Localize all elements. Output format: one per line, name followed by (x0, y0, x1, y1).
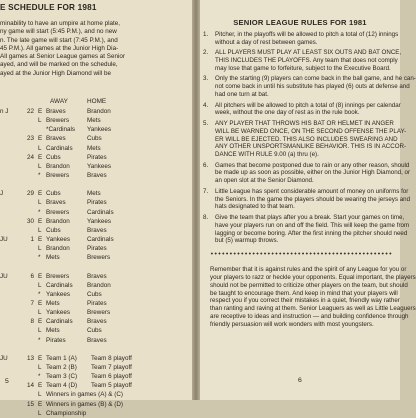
rule-text-line: Pitcher, in the playoffs will be allowed to pitch a total of (12) innings (215, 31, 399, 38)
schedule-row (0, 208, 192, 217)
rule-text-line: had one turn at bat. (215, 91, 269, 99)
rule-item (203, 187, 411, 212)
schedule-game-slot: E (38, 153, 43, 161)
schedule-away-team: Mets (46, 327, 60, 335)
schedule-home-team: Braves (87, 318, 107, 326)
schedule-game-slot: * (38, 171, 41, 179)
schedule-game-slot: L (38, 199, 42, 207)
rule-text-line: not come back in until his substitute has played (6) outs at defense and (215, 83, 410, 91)
schedule-intro (0, 20, 192, 78)
schedule-home-team: Cubs (87, 290, 102, 298)
schedule-table (0, 107, 192, 418)
schedule-game-slot: L (38, 327, 42, 335)
playoff-team: Championship (46, 409, 87, 417)
schedule-row (0, 272, 192, 281)
schedule-away-team: Braves (46, 135, 66, 143)
schedule-game-slot: * (38, 336, 41, 344)
rule-number: 3. (203, 75, 209, 83)
rule-text-line: be made up as soon as possible, either on the Junior High Diamond, or (215, 169, 411, 177)
schedule-away-team: Yankees (46, 290, 71, 298)
schedule-home-team: Braves (87, 171, 107, 179)
schedule-month: n J (0, 108, 9, 115)
rule-text-line: ER WILL BE EJECTED. THIS ALSO INCLUDES SWEARING AND (215, 135, 398, 143)
rule-text-line: have your players run on and off the field. This will keep the game from (215, 221, 410, 229)
playoff-game-slot: L (38, 363, 42, 371)
schedule-home-team: Cardinals (87, 235, 114, 243)
schedule-day: 1 (30, 235, 34, 243)
schedule-home-team: Mets (87, 117, 101, 125)
schedule-game-slot: * (38, 254, 41, 262)
page-number-right: 6 (298, 377, 302, 384)
right-page (200, 0, 416, 400)
rules-list (203, 31, 416, 248)
playoff-result: Team 7 playoff (91, 363, 132, 371)
schedule-month: J (0, 190, 4, 198)
schedule-away-team: Cardinals (46, 281, 73, 289)
playoff-result: Team 6 playoff (91, 373, 132, 381)
schedule-game-slot: L (38, 245, 42, 253)
page-number-left: 5 (5, 378, 9, 385)
schedule-game-slot: E (38, 217, 43, 225)
schedule-row (0, 308, 192, 317)
book-gutter (192, 0, 200, 400)
schedule-home-team: Pirates (87, 153, 107, 161)
rule-text-line: THIS INCLUDES THE PLAYOFFS. Any team that does not comply (215, 57, 398, 65)
rule-text-line: week, without the one day of rest as in the rule book. (215, 109, 360, 117)
schedule-home-team: Braves (87, 226, 107, 234)
schedule-game-slot: L (38, 309, 42, 317)
schedule-game-slot: E (38, 272, 43, 280)
schedule-row (0, 107, 192, 116)
playoff-team: Winners in games (B) & (D) (46, 400, 123, 408)
schedule-away-team: Brewers (46, 171, 70, 179)
schedule-home-team: Pirates (87, 199, 107, 207)
playoff-game-slot: * (38, 373, 41, 381)
rule-text-line: Only the starting (9) players can come back in the ball game, and he can- (215, 75, 416, 83)
closing-paragraph (210, 266, 416, 329)
schedule-away-team: Pirates (46, 336, 66, 344)
playoff-game-slot: L (38, 391, 42, 399)
schedule-row (0, 262, 192, 271)
rule-text-line: WILL BE WARNED ONCE, ON THE SECOND OFFENSE THE PLAY- (215, 127, 407, 135)
schedule-away-team: Brandon (46, 245, 70, 253)
schedule-game-slot: E (38, 135, 43, 143)
closing-line: respect you if you correct their mistakes in a quiet, friendly way rather (210, 297, 400, 305)
intro-line: 45 P.M.). All games at the Junior High Dia- (0, 44, 119, 52)
closing-line: are receptive to ideas and instruction — and building confidence through (210, 313, 409, 321)
playoff-team: Team 2 (B) (46, 363, 77, 371)
rule-number: 2. (203, 49, 209, 57)
intro-line: ayed, and will be marked on the schedule, (0, 61, 118, 69)
rule-text-line: hats designated to that team. (215, 203, 295, 211)
schedule-home-team: Pirates (87, 245, 107, 253)
schedule-game-slot: * (38, 208, 41, 216)
rule-number: 1. (203, 31, 209, 38)
schedule-home-team: Brandon (87, 108, 111, 115)
schedule-month: JU (0, 272, 8, 280)
rule-item (203, 49, 402, 73)
playoff-row (0, 363, 192, 372)
rule-text-line: Games that become postponed due to rain or any other reason, should (215, 161, 410, 169)
schedule-away-team: Cubs (46, 153, 61, 161)
schedule-home-team: Brandon (87, 281, 111, 289)
schedule-away-team: Brandon (46, 217, 70, 225)
schedule-row (0, 317, 192, 326)
playoff-day: 13 (26, 354, 34, 362)
closing-line: than ranting and raving at them. Senior Leaguers as well as Little Leaguers (210, 305, 416, 313)
schedule-row (0, 253, 192, 262)
schedule-away-team: Brewers (46, 208, 70, 216)
away-column-header: AWAY (50, 98, 68, 105)
schedule-day: 7 (30, 299, 34, 307)
rule-item (203, 213, 410, 245)
schedule-game-slot: L (38, 144, 42, 152)
rule-item (203, 75, 416, 99)
schedule-game-slot: L (38, 117, 42, 125)
schedule-away-team: Cardinals (46, 318, 73, 326)
playoff-result: Team 8 playoff (91, 354, 132, 362)
schedule-row (0, 198, 192, 207)
schedule-home-team: Cubs (87, 135, 102, 143)
schedule-month: JU (0, 235, 8, 243)
schedule-game-slot: E (38, 190, 43, 198)
schedule-row (0, 189, 192, 198)
rule-item (203, 31, 397, 47)
schedule-home-team: Cubs (87, 327, 102, 335)
schedule-away-team: Brandon (46, 162, 70, 170)
schedule-row (0, 180, 192, 189)
playoff-row (0, 409, 192, 418)
rule-text-line: ALL PLAYERS MUST PLAY AT LEAST SIX OUTS AND BAT ONCE, (215, 49, 402, 57)
schedule-row (0, 299, 192, 308)
schedule-away-team: Braves (46, 108, 66, 115)
schedule-home-team: Yankees (87, 126, 112, 134)
schedule-row (0, 244, 192, 253)
schedule-day: 30 (26, 217, 34, 225)
playoff-row (0, 400, 192, 409)
playoff-day: 14 (26, 382, 34, 390)
rule-item (203, 161, 411, 186)
schedule-away-team: Cubs (46, 226, 61, 234)
schedule-row (0, 281, 192, 290)
schedule-spacer (0, 345, 192, 354)
schedule-away-team: Brewers (46, 117, 70, 125)
schedule-title: E SCHEDULE FOR 1981 (0, 3, 97, 12)
schedule-home-team: Braves (87, 336, 107, 344)
schedule-away-team: Cardinals (46, 144, 73, 152)
schedule-away-team: Yankees (46, 235, 71, 243)
playoff-team: Team 1 (A) (46, 354, 77, 362)
rule-text-line: ANY OTHER UNSPORTSMANLIKE BEHAVIOR. THIS IS IN ACCOR- (215, 143, 407, 151)
playoff-row (0, 354, 192, 363)
schedule-day: 24 (26, 153, 34, 161)
playoff-day: 15 (26, 400, 34, 408)
rule-text-line: DANCE WITH RULE 9.00 (a) thru (e). (215, 151, 319, 159)
playoff-game-slot: E (38, 400, 43, 408)
rule-item (203, 119, 407, 159)
schedule-row (0, 125, 192, 134)
schedule-home-team: Mets (87, 144, 101, 152)
schedule-game-slot: E (38, 299, 43, 307)
closing-line: your players to razz or heckle your opponents. Equal important, the players (210, 273, 416, 281)
schedule-row (0, 171, 192, 180)
closing-line: friendly persuasion will work wonders with most youngsters. (210, 320, 374, 328)
rule-text-line: ANY PLAYER THAT THROWS HIS BAT OR HELMET IN ANGER (215, 119, 394, 127)
schedule-row (0, 162, 192, 171)
playoff-result: Team 5 playoff (91, 382, 132, 390)
schedule-away-team: Cubs (46, 190, 61, 198)
schedule-row (0, 144, 192, 153)
schedule-away-team: *Cardinals (46, 126, 76, 134)
rule-number: 5. (203, 119, 209, 127)
schedule-day: 22 (26, 108, 34, 115)
rule-text-line: the Seniors. In the game the players should be wearing the jerseys and (215, 195, 411, 203)
closing-line: be taught to encourage them. And keep in mind that your players will (210, 289, 398, 297)
rules-title: SENIOR LEAGUE RULES FOR 1981 (233, 18, 367, 27)
schedule-away-team: Mets (46, 254, 60, 262)
schedule-row (0, 217, 192, 226)
dotted-divider (210, 252, 392, 255)
playoff-team: Winners in games (A) & (C) (46, 391, 123, 399)
rule-number: 4. (203, 101, 209, 109)
closing-line: Remember that it is against rules and the spirit of any League for you or (210, 266, 407, 273)
schedule-game-slot: L (38, 226, 42, 234)
rule-text-line: an open slot at the Senior Diamond. (215, 177, 314, 185)
playoff-game-slot: E (38, 354, 43, 362)
schedule-row (0, 134, 192, 143)
playoff-row (0, 381, 192, 390)
closing-line: should not be permitted to criticize other players on the team, but should (210, 281, 408, 289)
playoff-team: Team 3 (C) (46, 373, 78, 381)
schedule-day: 8 (30, 318, 34, 326)
rule-text-line: but (5) warmup throws. (215, 237, 279, 245)
schedule-home-team: Yankees (87, 217, 112, 225)
rule-item (203, 101, 401, 118)
schedule-row (0, 153, 192, 162)
schedule-game-slot: L (38, 281, 42, 289)
rule-number: 6. (203, 161, 209, 169)
schedule-game-slot: E (38, 235, 43, 243)
schedule-away-team: Yankees (46, 309, 71, 317)
rule-number: 7. (203, 187, 209, 195)
schedule-day: 6 (30, 272, 34, 280)
schedule-row (0, 226, 192, 235)
playoff-row (0, 390, 192, 399)
schedule-home-team: Yankees (87, 162, 112, 170)
schedule-day: 29 (26, 190, 34, 198)
schedule-away-team: Braves (46, 199, 66, 207)
playoff-team: Team 4 (D) (46, 382, 78, 390)
schedule-home-team: Braves (87, 272, 107, 280)
schedule-home-team: Pirates (87, 299, 107, 307)
schedule-day: 23 (26, 135, 34, 143)
rule-number: 8. (203, 213, 209, 221)
rule-text-line: Little League has spent considerable amount of money on uniforms for (215, 187, 409, 195)
schedule-home-team: Brewers (87, 254, 111, 262)
rule-text-line: lagging or become boring. After the first inning the pitcher should need (215, 229, 408, 237)
schedule-game-slot: * (38, 290, 41, 298)
schedule-header (0, 98, 192, 107)
schedule-away-team: Brewers (46, 272, 70, 280)
rule-text-line: without a day of rest between games. (215, 38, 318, 46)
schedule-row (0, 235, 192, 244)
playoff-game-slot: L (38, 409, 42, 417)
intro-line: All games at Senior League games at Senior (0, 53, 125, 61)
playoff-game-slot: E (38, 382, 43, 390)
intro-line: minability to have an umpire at home plate, (0, 20, 121, 27)
left-page (0, 0, 192, 417)
intro-line: ny game will start (5:45 P.M.), and no new (0, 28, 117, 36)
intro-line: ayed at the Junior High Diamond will be (0, 69, 111, 77)
playoff-month: JU (0, 354, 8, 362)
schedule-away-team: Mets (46, 299, 60, 307)
schedule-row (0, 336, 192, 345)
schedule-row (0, 290, 192, 299)
playoff-row (0, 372, 192, 381)
schedule-home-team: Cardinals (87, 208, 114, 216)
schedule-row (0, 116, 192, 125)
schedule-game-slot: E (38, 318, 43, 326)
rule-text-line: may lose that game to forfeiture, subject to the Executive Board. (215, 64, 391, 72)
schedule-row (0, 326, 192, 335)
schedule-home-team: Mets (87, 190, 101, 198)
intro-line: n. The late game will start (7:45 P.M.), and (0, 36, 118, 44)
schedule-home-team: Brewers (87, 309, 111, 317)
home-column-header: HOME (87, 98, 107, 105)
rule-text-line: Give the team that plays after you a break. Start your games on time, (215, 213, 405, 221)
rule-text-line: All pitchers will be allowed to pitch a total of (8) innings per calendar (215, 101, 401, 109)
schedule-game-slot: E (38, 108, 43, 115)
schedule-game-slot: L (38, 162, 42, 170)
